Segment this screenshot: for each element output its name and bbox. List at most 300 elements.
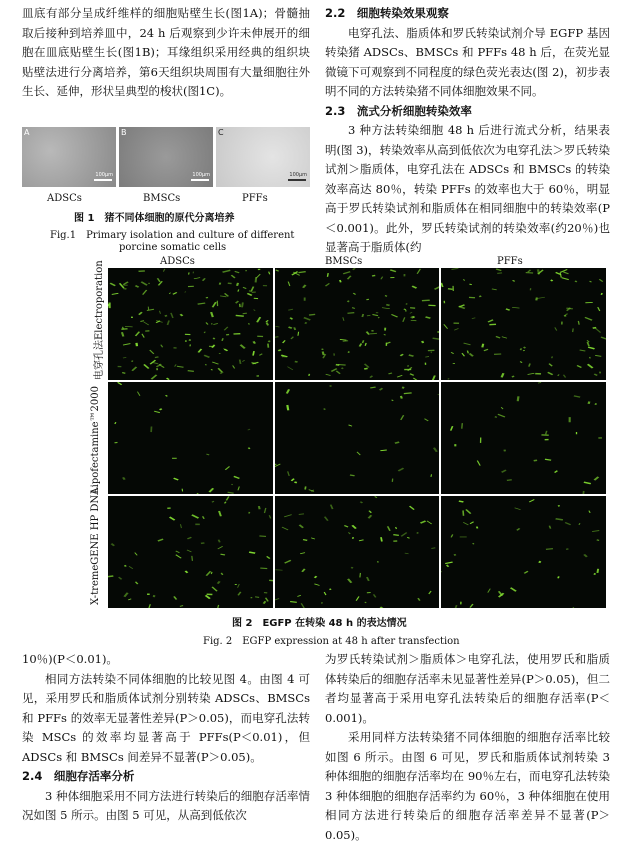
fluorescent-cells: [441, 496, 606, 608]
fluorescent-cell: [135, 286, 138, 288]
fluorescent-cell: [240, 360, 241, 364]
fluorescent-cell: [213, 338, 214, 339]
right-bottom-text: [325, 650, 610, 845]
fluorescent-cell: [248, 448, 249, 449]
fluorescent-cell: [225, 293, 229, 296]
fluorescent-cell: [220, 296, 226, 297]
fluorescent-cell: [597, 540, 599, 541]
fluorescent-cell: [585, 317, 592, 320]
fluorescent-cell: [194, 278, 200, 279]
fluorescent-cell: [528, 373, 535, 374]
fluorescent-cell: [238, 290, 239, 292]
fluorescent-cell: [302, 569, 305, 572]
fluorescent-cell: [205, 364, 206, 365]
fluorescent-cell: [368, 515, 371, 518]
fluorescent-cell: [588, 347, 594, 349]
fluorescent-cell: [225, 466, 229, 469]
fluorescent-cell: [325, 283, 329, 286]
fluorescent-cell: [459, 306, 465, 308]
fluorescent-cell: [352, 308, 355, 309]
fluorescent-cell: [297, 595, 300, 596]
fluorescent-cell: [238, 584, 240, 588]
fluorescent-cell: [231, 275, 235, 278]
fluorescent-cell: [287, 471, 289, 476]
fluorescent-cell: [175, 364, 177, 366]
fluorescent-cell: [288, 309, 293, 310]
fluorescent-cell: [187, 537, 191, 539]
fluorescent-cell: [372, 275, 375, 276]
micrograph-b: [119, 127, 213, 187]
fluorescent-cells: [275, 382, 440, 494]
figure-2-caption-cn: 图 2 EGFP 在转染 48 h 的表达情况: [232, 618, 407, 629]
fluorescent-cell: [420, 521, 425, 523]
fluorescent-cell: [303, 540, 307, 541]
fluorescent-cell: [598, 307, 600, 311]
fluorescent-cell: [144, 364, 149, 368]
fluorescent-cell: [386, 342, 390, 343]
fluorescent-cell: [236, 301, 239, 303]
fluorescent-cell: [367, 577, 369, 581]
fluorescent-cell: [357, 452, 360, 455]
fluorescent-cell: [496, 336, 500, 338]
paragraph: 为罗氏转染试剂＞脂质体＞电穿孔法，使用罗氏和脂质体转染后的细胞存活率未见显著性差异(P＞0.05)，但二者均显著高于采用电穿孔法转染后的细胞存活率(P＜0.001)。: [325, 652, 610, 725]
fluorescence-panel: [275, 268, 440, 380]
fluorescent-cell: [432, 338, 439, 339]
figure-2-row-label: 电穿孔法Electroporation: [94, 260, 105, 380]
fluorescent-cell: [288, 327, 291, 328]
fluorescent-cell: [546, 549, 553, 550]
fluorescent-cell: [125, 326, 133, 327]
fluorescent-cell: [204, 355, 209, 357]
fluorescent-cell: [269, 272, 270, 275]
fluorescent-cell: [356, 596, 359, 600]
fluorescent-cell: [169, 293, 170, 294]
fluorescent-cell: [555, 327, 557, 330]
fluorescent-cell: [347, 301, 348, 302]
fluorescent-cell: [141, 282, 147, 285]
fluorescent-cell: [459, 501, 464, 502]
fluorescent-cell: [236, 315, 244, 316]
fluorescent-cell: [218, 605, 219, 608]
fluorescent-cell: [292, 272, 298, 276]
scale-bar: [191, 179, 209, 181]
fluorescent-cell: [122, 373, 125, 374]
fluorescent-cell: [352, 537, 353, 539]
fluorescent-cell: [311, 538, 315, 539]
fluorescent-cell: [249, 552, 255, 553]
fluorescent-cell: [167, 378, 170, 379]
fluorescent-cell: [249, 512, 250, 514]
fluorescent-cell: [204, 332, 205, 333]
fluorescent-cell: [502, 407, 504, 409]
fluorescent-cells: [441, 382, 606, 494]
fluorescent-cell: [243, 287, 246, 288]
fluorescent-cell: [515, 508, 521, 510]
fluorescence-panel: [275, 496, 440, 608]
fluorescent-cell: [224, 349, 227, 351]
fluorescent-cell: [343, 272, 350, 274]
fluorescent-cell: [253, 351, 254, 356]
fluorescent-cell: [410, 312, 412, 313]
fluorescent-cell: [466, 509, 471, 513]
fluorescence-panel: [108, 382, 273, 494]
fluorescent-cell: [257, 317, 260, 322]
fluorescent-cell: [406, 303, 407, 304]
fluorescent-cell: [212, 345, 215, 348]
fluorescent-cell: [325, 374, 330, 375]
fluorescent-cell: [291, 337, 293, 339]
fluorescent-cell: [124, 593, 127, 597]
fluorescent-cells: [275, 496, 440, 608]
fluorescent-cell: [259, 354, 262, 356]
figure-1-caption-cn: 图 1 猪不同体细胞的原代分离培养: [74, 213, 235, 224]
fluorescent-cell: [159, 311, 160, 314]
fluorescent-cell: [391, 314, 397, 317]
fluorescent-cell: [284, 560, 290, 563]
fluorescent-cell: [580, 350, 586, 351]
fluorescent-cell: [291, 479, 294, 481]
fluorescent-cell: [573, 328, 574, 332]
fluorescent-cell: [288, 282, 290, 286]
figure-2-column-label: ADSCs: [160, 256, 195, 267]
fluorescent-cell: [185, 292, 186, 293]
fluorescent-cell: [128, 599, 131, 600]
fluorescent-cell: [403, 309, 405, 310]
fluorescent-cell: [314, 576, 316, 578]
fluorescent-cell: [234, 476, 240, 478]
fluorescent-cell: [390, 270, 396, 272]
fluorescent-cell: [212, 362, 218, 364]
fluorescence-panel: [441, 382, 606, 494]
fluorescent-cell: [412, 286, 416, 288]
fluorescent-cell: [520, 362, 522, 363]
fluorescent-cell: [176, 555, 181, 558]
fluorescent-cell: [348, 579, 351, 583]
fluorescent-cell: [150, 360, 155, 364]
fluorescence-panel: [441, 496, 606, 608]
fluorescent-cell: [558, 374, 559, 375]
fluorescent-cell: [180, 314, 182, 316]
fluorescent-cell: [455, 328, 459, 330]
fluorescent-cell: [299, 525, 303, 528]
fluorescent-cell: [192, 515, 199, 518]
fluorescent-cell: [143, 290, 147, 295]
fluorescent-cell: [418, 598, 420, 601]
fluorescence-panel: [275, 382, 440, 494]
fluorescent-cell: [198, 303, 206, 304]
fluorescent-cell: [294, 327, 295, 330]
fluorescent-cell: [185, 571, 187, 573]
fluorescent-cell: [218, 546, 223, 549]
fluorescent-cell: [386, 305, 389, 306]
fluorescent-cell: [220, 554, 224, 555]
fluorescent-cell: [222, 338, 223, 341]
fluorescent-cell: [266, 598, 268, 602]
fluorescent-cell: [484, 349, 488, 351]
fluorescent-cell: [147, 309, 154, 310]
fluorescent-cell: [342, 317, 343, 321]
fluorescent-cell: [275, 326, 279, 327]
fluorescent-cell: [422, 300, 430, 301]
fluorescent-cell: [298, 514, 303, 515]
fluorescent-cell: [413, 378, 418, 380]
fluorescent-cell: [171, 313, 173, 318]
fluorescent-cell: [254, 310, 256, 311]
scale-label: 100μm: [289, 172, 307, 178]
fluorescent-cell: [220, 283, 221, 285]
fluorescent-cell: [135, 553, 137, 556]
fluorescent-cell: [287, 367, 292, 370]
fluorescent-cell: [362, 314, 363, 317]
fluorescent-cell: [427, 521, 432, 524]
fluorescent-cell: [552, 356, 553, 358]
fluorescent-cell: [221, 573, 222, 575]
fluorescent-cell: [590, 281, 592, 282]
fluorescent-cell: [347, 313, 354, 314]
fluorescent-cell: [167, 321, 169, 326]
fluorescent-cell: [139, 312, 142, 315]
fluorescent-cell: [219, 511, 221, 516]
fluorescent-cell: [209, 488, 213, 492]
fluorescent-cell: [348, 425, 351, 426]
figure-1-caption-en: Fig.1 Primary isolation and culture of different: [50, 230, 295, 241]
fluorescent-cell: [125, 565, 126, 567]
fluorescent-cell: [496, 269, 501, 271]
fluorescent-cell: [385, 296, 387, 297]
fluorescent-cell: [212, 587, 217, 591]
fluorescent-cell: [464, 343, 471, 345]
fluorescent-cell: [148, 604, 150, 608]
fluorescent-cell: [579, 523, 580, 525]
section-heading: 2.3 流式分析细胞转染效率: [325, 103, 472, 118]
fluorescent-cell: [322, 351, 323, 354]
fluorescent-cell: [195, 493, 198, 494]
fluorescent-cell: [444, 324, 448, 328]
fluorescent-cell: [559, 505, 560, 506]
fluorescent-cell: [223, 270, 231, 272]
fluorescent-cell: [129, 566, 133, 568]
fluorescent-cell: [464, 279, 465, 280]
fluorescent-cell: [275, 599, 279, 601]
fluorescent-cell: [255, 597, 259, 598]
fluorescent-cell: [464, 522, 469, 525]
fluorescent-cell: [492, 289, 497, 290]
fluorescent-cell: [163, 269, 164, 272]
fluorescent-cell: [180, 605, 183, 606]
figure-1-label-adscs: ADSCs: [47, 193, 82, 204]
fluorescent-cell: [224, 327, 228, 330]
fluorescent-cell: [400, 415, 403, 420]
left-bottom-text: [22, 650, 310, 826]
fluorescent-cell: [511, 588, 516, 592]
fluorescent-cell: [560, 273, 561, 278]
fluorescent-cell: [161, 345, 163, 348]
fluorescent-cell: [324, 592, 326, 595]
panel-letter: A: [24, 128, 30, 137]
fluorescent-cell: [290, 602, 297, 603]
figure-1-label-bmscs: BMSCs: [143, 193, 181, 204]
fluorescent-cell: [558, 576, 559, 578]
fluorescent-cell: [132, 361, 133, 362]
fluorescent-cell: [431, 474, 432, 477]
fluorescent-cell: [110, 283, 115, 285]
paragraph: 电穿孔法、脂质体和罗氏转染试剂介导 EGFP 基因转染猪 ADSCs、BMSCs 和 PFFs 48 h 后，在荧光显微镜下可观察到不同程度的绿色荧光表达(图 2)，初步表明不同的方法转染猪不同体细胞效果不同。: [325, 25, 610, 98]
fluorescent-cell: [589, 511, 590, 513]
fluorescent-cell: [428, 591, 430, 594]
fluorescent-cell: [238, 486, 239, 490]
fluorescent-cell: [206, 595, 210, 598]
fluorescent-cell: [448, 289, 453, 290]
fluorescent-cell: [108, 576, 113, 577]
fluorescent-cell: [330, 505, 332, 509]
fluorescent-cell: [589, 402, 590, 404]
fluorescent-cell: [579, 321, 580, 325]
scale-bar: [288, 179, 306, 181]
fluorescent-cell: [180, 524, 181, 528]
paragraph: 3 种体细胞采用不同方法进行转染后的细胞存活率情况如图 5 所示。由图 5 可见，从高到低依次: [22, 788, 310, 822]
fluorescent-cell: [157, 278, 160, 282]
fluorescent-cell: [123, 344, 130, 345]
fluorescent-cell: [545, 459, 551, 460]
fluorescent-cell: [596, 355, 602, 356]
fluorescent-cell: [524, 347, 526, 348]
fluorescent-cell: [546, 431, 547, 435]
fluorescent-cell: [112, 293, 119, 294]
fluorescent-cell: [253, 341, 255, 343]
fluorescent-cell: [218, 581, 220, 583]
fluorescent-cell: [595, 374, 598, 375]
fluorescent-cell: [364, 368, 367, 369]
fluorescent-cell: [595, 477, 599, 480]
fluorescent-cell: [562, 278, 569, 280]
fluorescent-cell: [525, 571, 529, 573]
fluorescent-cell: [488, 589, 491, 593]
fluorescent-cell: [588, 342, 590, 346]
fluorescent-cell: [584, 482, 591, 484]
fluorescent-cell: [529, 364, 530, 367]
fluorescent-cell: [370, 333, 377, 334]
fluorescent-cell: [517, 528, 520, 530]
fluorescent-cell: [455, 554, 456, 555]
fluorescent-cell: [518, 396, 519, 401]
section-heading: 2.2 细胞转染效果观察: [325, 6, 449, 20]
fluorescent-cell: [513, 280, 515, 281]
fluorescent-cell: [122, 332, 123, 336]
fluorescent-cells: [108, 382, 273, 494]
fluorescent-cell: [596, 328, 601, 332]
fluorescent-cell: [170, 517, 175, 520]
fluorescent-cell: [432, 376, 434, 380]
fluorescent-cell: [398, 468, 403, 471]
fluorescent-cell: [372, 314, 378, 315]
fluorescent-cell: [282, 340, 284, 343]
fluorescent-cell: [249, 291, 251, 292]
fluorescent-cell: [498, 414, 505, 417]
fluorescent-cell: [530, 499, 535, 502]
fluorescent-cell: [213, 302, 216, 307]
fluorescent-cell: [206, 571, 210, 575]
fluorescent-cell: [470, 604, 473, 608]
fluorescent-cell: [528, 270, 531, 272]
fluorescent-cell: [488, 320, 493, 322]
fluorescent-cell: [364, 364, 368, 368]
fluorescent-cell: [380, 607, 383, 608]
fluorescent-cell: [341, 368, 342, 369]
fluorescent-cell: [303, 285, 305, 288]
fluorescent-cell: [393, 535, 399, 536]
fluorescent-cell: [237, 283, 238, 286]
fluorescent-cell: [374, 497, 376, 498]
fluorescent-cell: [601, 337, 606, 339]
fluorescent-cell: [537, 298, 538, 301]
fluorescent-cell: [407, 537, 409, 538]
fluorescent-cell: [177, 366, 184, 367]
fluorescent-cell: [401, 533, 407, 537]
fluorescent-cell: [249, 323, 250, 324]
figure-1-label-pffs: PFFs: [242, 193, 268, 204]
fluorescent-cell: [335, 365, 339, 366]
fluorescent-cell: [166, 395, 168, 396]
fluorescent-cell: [203, 516, 204, 518]
fluorescent-cell: [308, 374, 309, 376]
fluorescent-cell: [388, 373, 392, 374]
fluorescent-cell: [348, 352, 349, 353]
fluorescent-cells: [275, 268, 440, 380]
fluorescent-cell: [351, 567, 353, 568]
fluorescent-cell: [136, 582, 138, 584]
paragraph: 采用同样方法转染猪不同体细胞的细胞存活率比较如图 6 所示。由图 6 可见，罗氏和脂质体试剂转染 3 种体细胞的细胞存活率均在 90％左右，而电穿孔法转染 3 种体细胞的细胞存活率约为 60％，3 种体细胞在使用相同方法进行转染后的细胞存活率差异不显著(P＞0.05)。: [325, 730, 610, 842]
fluorescent-cell: [275, 337, 278, 338]
fluorescent-cell: [381, 537, 382, 541]
fluorescent-cell: [403, 317, 405, 321]
fluorescent-cell: [309, 314, 315, 315]
fluorescent-cell: [242, 360, 244, 361]
right-top-text: [325, 4, 610, 258]
fluorescent-cell: [409, 506, 413, 510]
fluorescent-cell: [301, 603, 304, 608]
fluorescent-cell: [123, 357, 126, 358]
paragraph: 10％)(P＜0.01)。: [22, 652, 118, 666]
fluorescent-cell: [442, 283, 443, 287]
section-heading: 2.4 细胞存活率分析: [22, 769, 135, 783]
fluorescent-cell: [437, 394, 439, 396]
fluorescent-cell: [596, 403, 597, 404]
fluorescent-cell: [598, 569, 599, 573]
fluorescent-cell: [158, 539, 163, 541]
fluorescent-cell: [555, 471, 558, 473]
fluorescent-cell: [451, 426, 453, 431]
fluorescent-cell: [502, 337, 507, 338]
fluorescent-cell: [470, 284, 472, 285]
figure-1-images: [22, 127, 310, 187]
fluorescent-cell: [259, 506, 260, 509]
fluorescent-cell: [233, 365, 235, 368]
fluorescent-cell: [483, 344, 484, 348]
fluorescent-cells: [108, 268, 273, 380]
fluorescent-cell: [247, 293, 252, 295]
fluorescent-cell: [155, 357, 159, 358]
fluorescent-cell: [282, 356, 284, 357]
fluorescent-cell: [188, 371, 194, 372]
fluorescent-cell: [437, 332, 438, 333]
fluorescent-cell: [176, 551, 180, 553]
fluorescent-cell: [395, 527, 396, 529]
fluorescence-panel: [441, 268, 606, 380]
fluorescent-cell: [478, 461, 481, 466]
fluorescent-cell: [123, 282, 128, 285]
fluorescent-cell: [206, 454, 209, 455]
fluorescent-cell: [401, 396, 402, 399]
